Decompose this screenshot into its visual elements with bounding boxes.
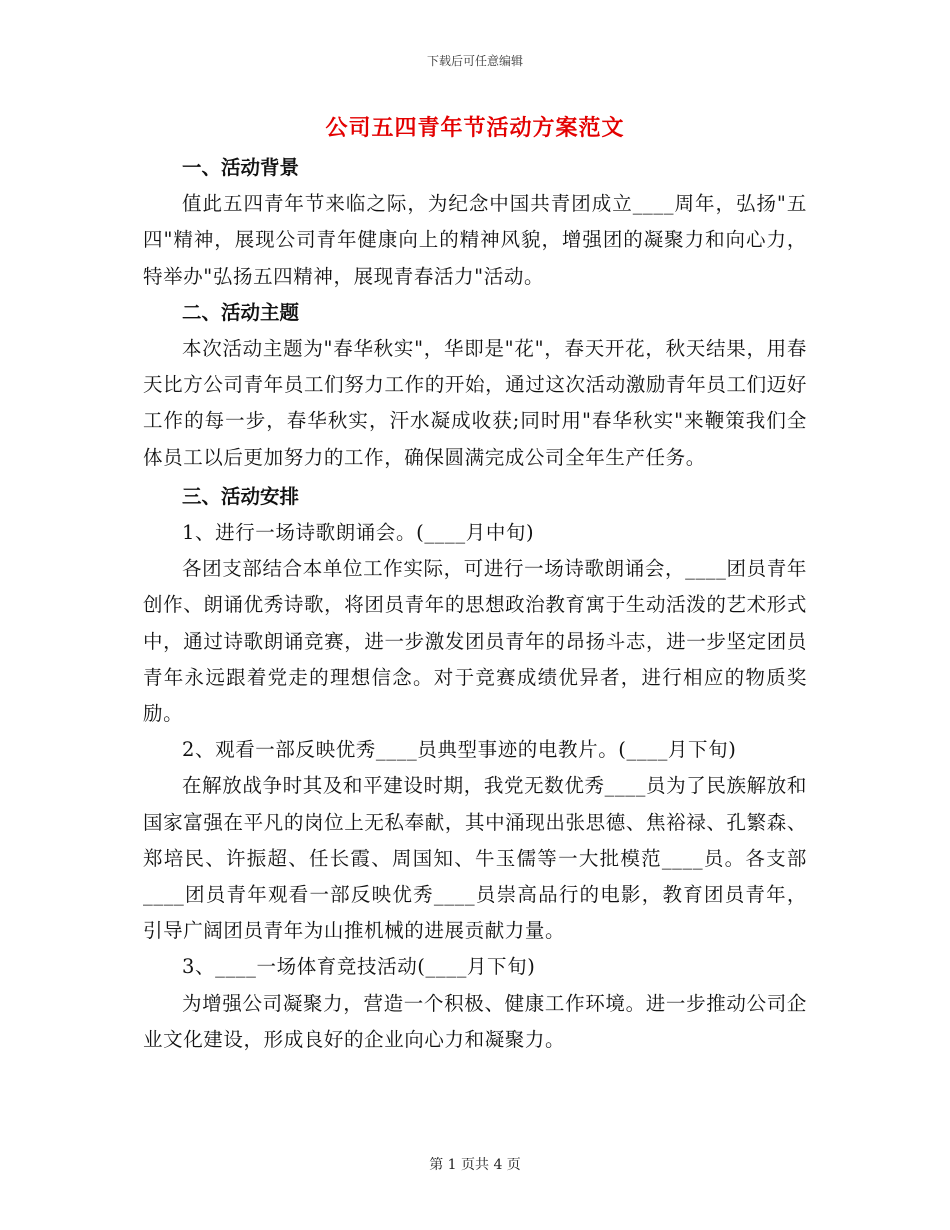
page-number: 第 1 页共 4 页 (429, 1157, 521, 1173)
paragraph: 在解放战争时其及和平建设时期，我党无数优秀____员为了民族解放和国家富强在平凡的岗位上无私奉献，其中涌现出张思德、焦裕禄、孔繁森、郑培民、许振超、任长霞、周国知、牛玉儒等一大批模范____员。各支部____团员青年观看一部反映优秀____员崇高品行的电影，教育团员青年，引导广阔团员青年为山推机械的进展贡献力量。 (143, 774, 807, 943)
document-body (143, 150, 807, 1058)
list-item-heading: 1、进行一场诗歌朗诵会。(____月中旬) (182, 521, 535, 545)
paragraph: 值此五四青年节来临之际，为纪念中国共青团成立____周年，弘扬"五四"精神，展现公司青年健康向上的精神风貌，增强团的凝聚力和向心力，特举办"弘扬五四精神，展现青春活力"活动。 (143, 192, 807, 288)
document-title: 公司五四青年节活动方案范文 (325, 115, 625, 141)
paragraph: 本次活动主题为"春华秋实"，华即是"花"，春天开花，秋天结果，用春天比方公司青年员工们努力工作的开始，通过这次活动激励青年员工们迈好工作的每一步，春华秋实，汗水凝成收获;同时用"春华秋实"来鞭策我们全体员工以后更加努力的工作，确保圆满完成公司全年生产任务。 (143, 337, 807, 469)
section-heading-theme: 二、活动主题 (182, 300, 300, 324)
paragraph: 各团支部结合本单位工作实际，可进行一场诗歌朗诵会，____团员青年创作、朗诵优秀诗歌，将团员青年的思想政治教育寓于生动活泼的艺术形式中，通过诗歌朗诵竞赛，进一步激发团员青年的昂扬斗志，进一步坚定团员青年永远跟着党走的理想信念。对于竞赛成绩优异者，进行相应的物质奖励。 (143, 557, 807, 726)
list-item-heading: 2、观看一部反映优秀____员典型事迹的电教片。(____月下旬) (182, 738, 737, 762)
section-heading-background: 一、活动背景 (182, 156, 300, 179)
paragraph: 为增强公司凝聚力，营造一个积极、健康工作环境。进一步推动公司企业文化建设，形成良好的企业向心力和凝聚力。 (143, 991, 807, 1051)
section-heading-arrangement: 三、活动安排 (182, 484, 300, 508)
list-item-heading: 3、____一场体育竞技活动(____月下旬) (182, 955, 536, 979)
page-header-note: 下载后可任意编辑 (426, 54, 523, 68)
